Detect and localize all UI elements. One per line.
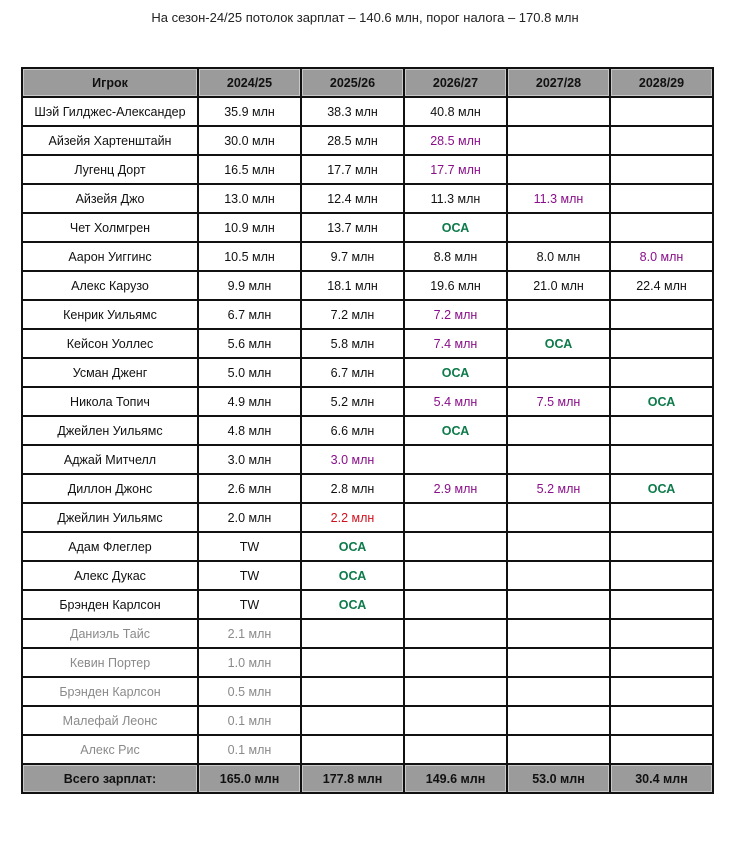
- table-row: [22, 648, 713, 677]
- table-row: [22, 590, 713, 619]
- table-row: [22, 271, 713, 300]
- salary-cell: [610, 416, 713, 445]
- salary-cell: 17.7 млн: [301, 155, 404, 184]
- salary-cell: 10.9 млн: [198, 213, 301, 242]
- salary-cell: 13.7 млн: [301, 213, 404, 242]
- player-name: Аарон Уиггинс: [22, 242, 198, 271]
- salary-cell: 5.4 млн: [404, 387, 507, 416]
- salary-cell: [610, 300, 713, 329]
- header-season-2024-25: 2024/25: [198, 68, 301, 97]
- salary-cell: ОСА: [507, 329, 610, 358]
- salary-cell: [507, 213, 610, 242]
- salary-cell: 2.6 млн: [198, 474, 301, 503]
- salary-cell: [301, 706, 404, 735]
- salary-cell: 13.0 млн: [198, 184, 301, 213]
- salary-cell: 12.4 млн: [301, 184, 404, 213]
- salary-cell: 2.9 млн: [404, 474, 507, 503]
- table-row: [22, 706, 713, 735]
- salary-cell: 3.0 млн: [301, 445, 404, 474]
- header-season-2027-28: 2027/28: [507, 68, 610, 97]
- header-player: Игрок: [22, 68, 198, 97]
- player-name: Кенрик Уильямс: [22, 300, 198, 329]
- salary-cell: 5.2 млн: [301, 387, 404, 416]
- table-row: [22, 503, 713, 532]
- table-row: [22, 619, 713, 648]
- salary-cell: [404, 532, 507, 561]
- table-body: [22, 97, 713, 764]
- salary-cell: 0.1 млн: [198, 706, 301, 735]
- salary-cell: 9.9 млн: [198, 271, 301, 300]
- salary-cell: 0.5 млн: [198, 677, 301, 706]
- salary-cell: ОСА: [610, 474, 713, 503]
- player-name: Малефай Леонс: [22, 706, 198, 735]
- salary-cell: 38.3 млн: [301, 97, 404, 126]
- salary-cell: [610, 619, 713, 648]
- salary-cell: [610, 503, 713, 532]
- player-name: Усман Дженг: [22, 358, 198, 387]
- table-row: [22, 474, 713, 503]
- table-row: [22, 358, 713, 387]
- salary-cell: [301, 735, 404, 764]
- salary-cell: ОСА: [404, 358, 507, 387]
- table-row: [22, 300, 713, 329]
- salary-cell: [507, 561, 610, 590]
- salary-cell: 17.7 млн: [404, 155, 507, 184]
- table-row: [22, 677, 713, 706]
- salary-cell: [507, 532, 610, 561]
- salary-cell: 1.0 млн: [198, 648, 301, 677]
- salary-cell: ОСА: [404, 213, 507, 242]
- salary-cell: [610, 677, 713, 706]
- player-name: Адам Флеглер: [22, 532, 198, 561]
- salary-cell: [507, 358, 610, 387]
- salary-cell: [507, 445, 610, 474]
- salary-cell: [610, 213, 713, 242]
- table-row: [22, 97, 713, 126]
- salary-cell: [404, 561, 507, 590]
- player-name: Алекс Дукас: [22, 561, 198, 590]
- salary-cell: 4.9 млн: [198, 387, 301, 416]
- player-name: Кейсон Уоллес: [22, 329, 198, 358]
- table-row: [22, 213, 713, 242]
- salary-cell: [404, 735, 507, 764]
- salary-cell: 5.2 млн: [507, 474, 610, 503]
- table-row: [22, 184, 713, 213]
- salary-cell: 11.3 млн: [507, 184, 610, 213]
- salary-cell: [404, 445, 507, 474]
- player-name: Аджай Митчелл: [22, 445, 198, 474]
- table-row: [22, 155, 713, 184]
- totals-label: Всего зарплат:: [22, 764, 198, 793]
- salary-cell: 11.3 млн: [404, 184, 507, 213]
- total-2027-28: 53.0 млн: [507, 764, 610, 793]
- table-row: [22, 329, 713, 358]
- salary-cell: [610, 358, 713, 387]
- salary-cell: [404, 619, 507, 648]
- salary-cell: [507, 706, 610, 735]
- salary-cell: ОСА: [301, 532, 404, 561]
- salary-cell: [507, 126, 610, 155]
- salary-cell: [301, 619, 404, 648]
- salary-cell: TW: [198, 561, 301, 590]
- salary-cell: [301, 648, 404, 677]
- salary-cell: [610, 97, 713, 126]
- table-row: [22, 416, 713, 445]
- salary-cell: [610, 329, 713, 358]
- player-name: Даниэль Тайс: [22, 619, 198, 648]
- salary-cell: 30.0 млн: [198, 126, 301, 155]
- player-name: Брэнден Карлсон: [22, 677, 198, 706]
- total-2024-25: 165.0 млн: [198, 764, 301, 793]
- total-2025-26: 177.8 млн: [301, 764, 404, 793]
- header-season-2028-29: 2028/29: [610, 68, 713, 97]
- salary-cell: [507, 677, 610, 706]
- salary-cell: [404, 706, 507, 735]
- header-season-2025-26: 2025/26: [301, 68, 404, 97]
- salary-cell: 19.6 млн: [404, 271, 507, 300]
- table-header: [22, 68, 713, 97]
- total-2028-29: 30.4 млн: [610, 764, 713, 793]
- player-name: Джейлен Уильямс: [22, 416, 198, 445]
- header-season-2026-27: 2026/27: [404, 68, 507, 97]
- salary-cell: [507, 735, 610, 764]
- player-name: Брэнден Карлсон: [22, 590, 198, 619]
- table-row: [22, 387, 713, 416]
- salary-cell: 40.8 млн: [404, 97, 507, 126]
- totals-row: [22, 764, 713, 793]
- player-name: Чет Холмгрен: [22, 213, 198, 242]
- salary-cell: 4.8 млн: [198, 416, 301, 445]
- player-name: Кевин Портер: [22, 648, 198, 677]
- salary-cell: 7.2 млн: [404, 300, 507, 329]
- salary-cell: [610, 184, 713, 213]
- salary-cell: 2.2 млн: [301, 503, 404, 532]
- salary-cell: 7.5 млн: [507, 387, 610, 416]
- salary-cell: [404, 677, 507, 706]
- salary-cell: 18.1 млн: [301, 271, 404, 300]
- salary-cell: [507, 503, 610, 532]
- total-2026-27: 149.6 млн: [404, 764, 507, 793]
- salary-cell: [610, 590, 713, 619]
- salary-cell: ОСА: [301, 590, 404, 619]
- salary-cell: 10.5 млн: [198, 242, 301, 271]
- salary-cell: [507, 590, 610, 619]
- salary-cell: 0.1 млн: [198, 735, 301, 764]
- player-name: Айзейя Хартенштайн: [22, 126, 198, 155]
- salary-cell: [507, 416, 610, 445]
- salary-cell: 8.8 млн: [404, 242, 507, 271]
- table-footer: [22, 764, 713, 793]
- salary-cell: [301, 677, 404, 706]
- salary-cell: 8.0 млн: [507, 242, 610, 271]
- salary-cell: [610, 126, 713, 155]
- salary-cell: 5.6 млн: [198, 329, 301, 358]
- salary-cell: 7.4 млн: [404, 329, 507, 358]
- header-row: [22, 68, 713, 97]
- salary-cell: [507, 97, 610, 126]
- salary-cell: 3.0 млн: [198, 445, 301, 474]
- salary-cell: 6.6 млн: [301, 416, 404, 445]
- salary-cell: TW: [198, 590, 301, 619]
- salary-cell: [610, 735, 713, 764]
- salary-cell: [404, 590, 507, 619]
- salary-cell: 8.0 млн: [610, 242, 713, 271]
- salary-cell: [610, 648, 713, 677]
- salary-cell: [610, 561, 713, 590]
- salary-cell: [507, 648, 610, 677]
- salary-cell: 22.4 млн: [610, 271, 713, 300]
- salary-cell: 28.5 млн: [404, 126, 507, 155]
- salary-table: [21, 67, 714, 794]
- salary-cell: [610, 706, 713, 735]
- player-name: Алекс Карузо: [22, 271, 198, 300]
- salary-cell: [610, 532, 713, 561]
- salary-cell: [507, 619, 610, 648]
- salary-cell: 2.8 млн: [301, 474, 404, 503]
- table-row: [22, 242, 713, 271]
- player-name: Шэй Гилджес-Александер: [22, 97, 198, 126]
- salary-cell: 5.8 млн: [301, 329, 404, 358]
- salary-cell: 6.7 млн: [198, 300, 301, 329]
- salary-cell: ОСА: [404, 416, 507, 445]
- salary-cell: 6.7 млн: [301, 358, 404, 387]
- player-name: Алекс Рис: [22, 735, 198, 764]
- table-row: [22, 532, 713, 561]
- salary-cell: 7.2 млн: [301, 300, 404, 329]
- salary-cell: 2.1 млн: [198, 619, 301, 648]
- salary-cell: [404, 648, 507, 677]
- table-row: [22, 445, 713, 474]
- salary-cell: [507, 155, 610, 184]
- player-name: Айзейя Джо: [22, 184, 198, 213]
- salary-cell: [610, 445, 713, 474]
- salary-cell: [404, 503, 507, 532]
- salary-cell: 16.5 млн: [198, 155, 301, 184]
- salary-cell: 5.0 млн: [198, 358, 301, 387]
- table-row: [22, 735, 713, 764]
- salary-cell: 35.9 млн: [198, 97, 301, 126]
- salary-cell: [507, 300, 610, 329]
- salary-cell: 2.0 млн: [198, 503, 301, 532]
- salary-cell: 9.7 млн: [301, 242, 404, 271]
- salary-cell: TW: [198, 532, 301, 561]
- salary-cell: ОСА: [610, 387, 713, 416]
- salary-cell: 28.5 млн: [301, 126, 404, 155]
- salary-cell: [610, 155, 713, 184]
- player-name: Диллон Джонс: [22, 474, 198, 503]
- salary-cell: 21.0 млн: [507, 271, 610, 300]
- player-name: Лугенц Дорт: [22, 155, 198, 184]
- salary-cell: ОСА: [301, 561, 404, 590]
- table-row: [22, 126, 713, 155]
- player-name: Джейлин Уильямс: [22, 503, 198, 532]
- table-row: [22, 561, 713, 590]
- player-name: Никола Топич: [22, 387, 198, 416]
- table-caption: На сезон-24/25 потолок зарплат – 140.6 млн, порог налога – 170.8 млн: [151, 10, 579, 25]
